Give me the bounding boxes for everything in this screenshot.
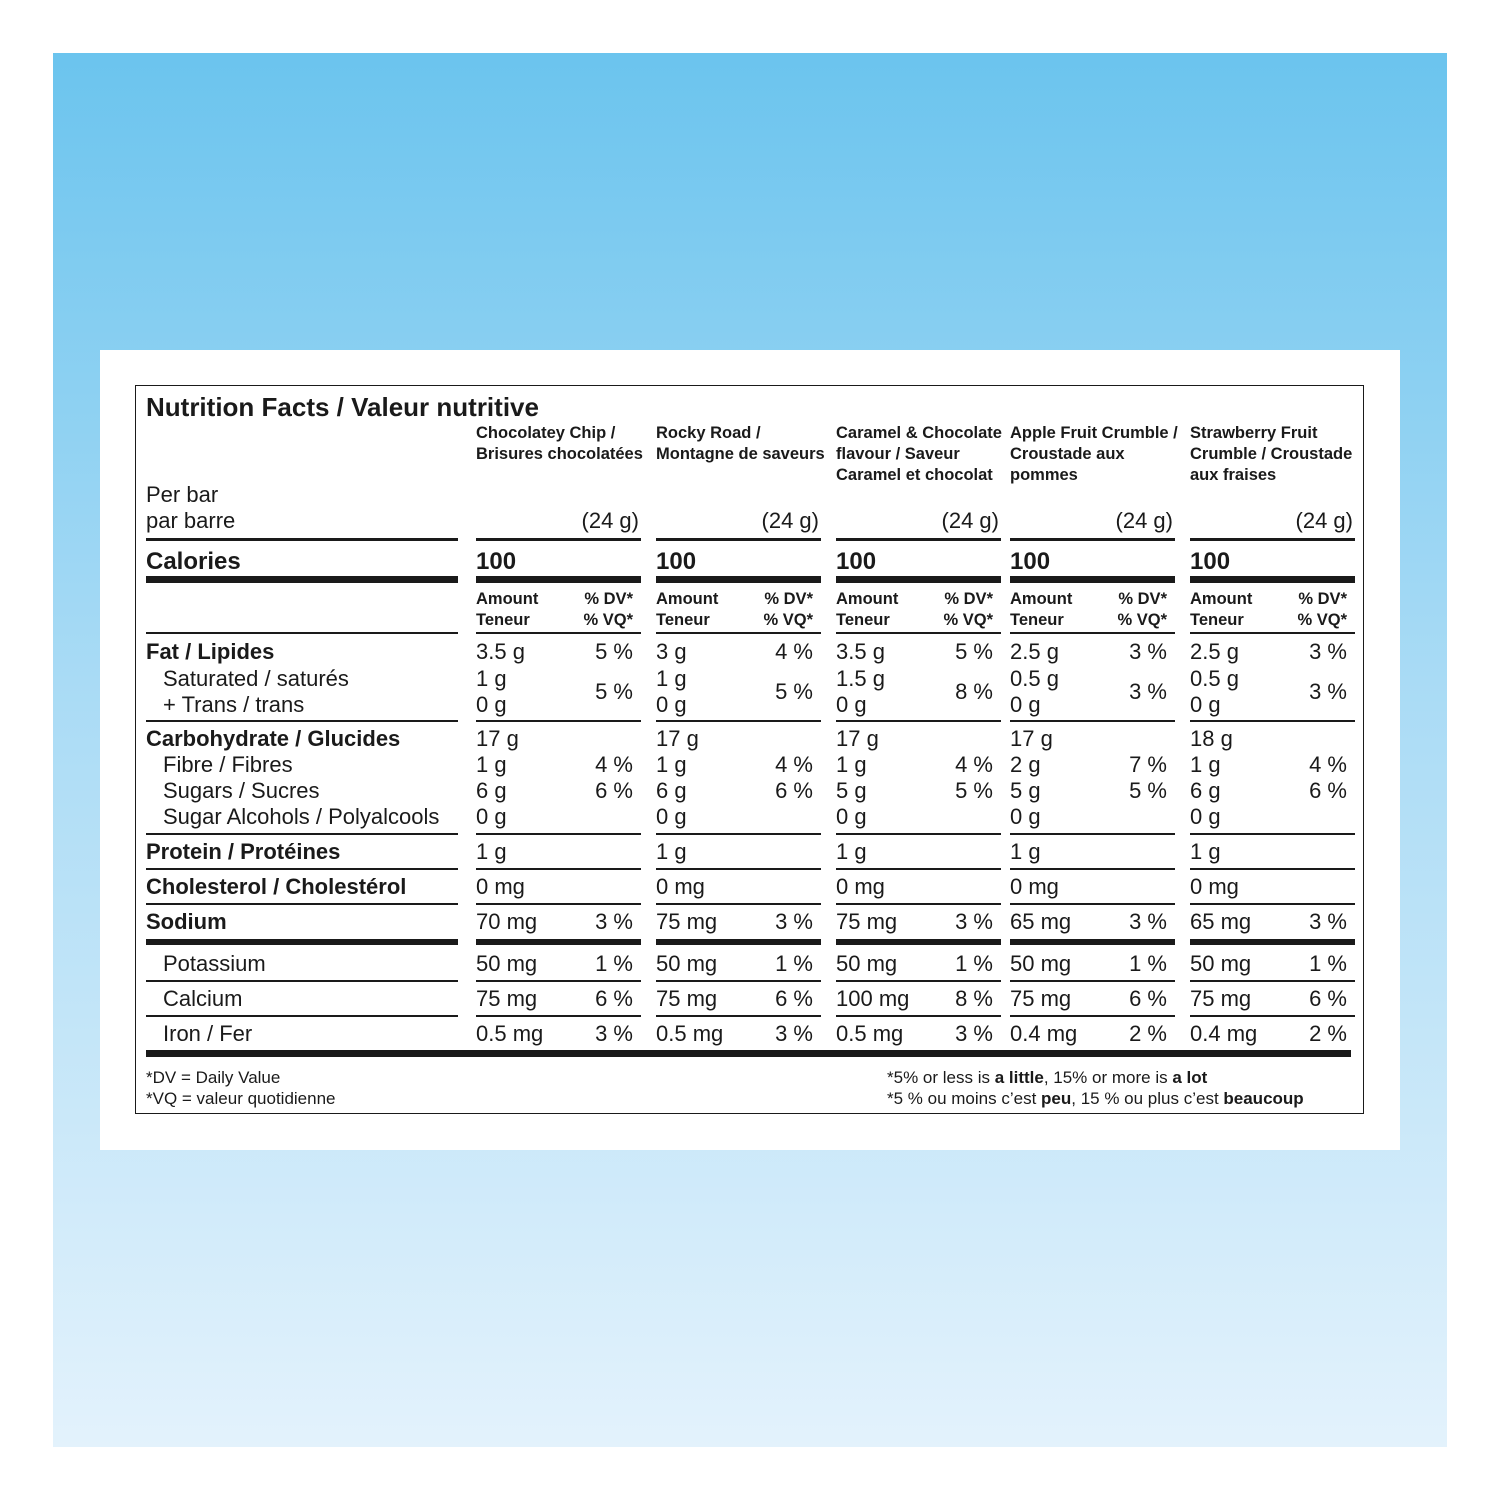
variety-5-sodium-value: 65 mg	[1190, 909, 1252, 934]
rule-under-calcium-label	[146, 1015, 458, 1017]
variety-4-chol-value: 0 mg	[1010, 874, 1059, 899]
variety-1-iron-dv: 3 %	[595, 1021, 633, 1046]
variety-4-protein-value: 1 g	[1010, 839, 1041, 864]
variety-1-sodium-value: 70 mg	[476, 909, 538, 934]
variety-2-name: Rocky Road / Montagne de saveurs	[656, 424, 825, 463]
variety-3-sugars-dv: 5 %	[955, 778, 993, 803]
variety-5-protein-value: 1 g	[1190, 839, 1221, 864]
header-dv-line: % DV*	[1118, 590, 1167, 608]
table-title: Nutrition Facts / Valeur nutritive	[146, 392, 539, 422]
variety-3-fat-value: 3.5 g	[836, 639, 885, 664]
variety-5-name: Strawberry Fruit Crumble / Croustade aux fraises	[1190, 424, 1353, 484]
variety-5-sodium-dv: 3 %	[1309, 909, 1347, 934]
variety-4-potassium-value: 50 mg	[1010, 951, 1072, 976]
variety-1-trans-value: 0 g	[476, 692, 507, 717]
header-dv-line: % DV*	[944, 590, 993, 608]
rule-under-potassium-col3	[836, 980, 1001, 982]
header-dv-line: % DV*	[764, 590, 813, 608]
variety-4-trans-value: 0 g	[1010, 692, 1041, 717]
rule-under-fat-group-col5	[1190, 720, 1355, 722]
variety-1-fat-value: 3.5 g	[476, 639, 525, 664]
variety-2-calcium-dv: 6 %	[775, 986, 813, 1011]
variety-1-fat-dv: 5 %	[595, 639, 633, 664]
row-label-potassium: Potassium	[163, 951, 266, 976]
per-bar-label	[146, 482, 235, 534]
rule-under-fat-group-col4	[1010, 720, 1175, 722]
variety-3-calcium-value: 100 mg	[836, 986, 910, 1011]
header-amount-line: Teneur	[836, 611, 890, 629]
row-label-sugaralc: Sugar Alcohols / Polyalcools	[163, 804, 440, 829]
variety-2-carb-value: 17 g	[656, 726, 699, 751]
variety-5-trans-value: 0 g	[1190, 692, 1221, 717]
header-dv-line: % VQ*	[1117, 611, 1167, 629]
rule-under-protein-col2	[656, 868, 821, 870]
variety-3-sodium-dv: 3 %	[955, 909, 993, 934]
header-amount-line: Amount	[836, 590, 899, 608]
header-dv-line: % DV*	[1298, 590, 1347, 608]
variety-1-sugars-value: 6 g	[476, 778, 507, 803]
variety-5-sugars-dv: 6 %	[1309, 778, 1347, 803]
header-dv-line: % VQ*	[583, 611, 633, 629]
rule-under-cholesterol-col1	[476, 903, 641, 905]
variety-5-fibre-dv: 4 %	[1309, 752, 1347, 777]
rule-under-calories-col2	[656, 576, 821, 583]
variety-4-sugaralc-value: 0 g	[1010, 804, 1041, 829]
rule-under-potassium-col5	[1190, 980, 1355, 982]
header-dv-line: % VQ*	[763, 611, 813, 629]
variety-2-serving: (24 g)	[761, 508, 819, 533]
rule-under-header-col4	[1010, 632, 1175, 634]
variety-5-fat-dv: 3 %	[1309, 639, 1347, 664]
header-amount-line: Amount	[656, 590, 719, 608]
rule-under-carb-group-col5	[1190, 833, 1355, 835]
variety-1-potassium-value: 50 mg	[476, 951, 538, 976]
variety-5-sugars-value: 6 g	[1190, 778, 1221, 803]
variety-3-fat-dv: 5 %	[955, 639, 993, 664]
rule-under-fat-group-label	[146, 720, 458, 722]
variety-1-sugars-dv: 6 %	[595, 778, 633, 803]
header-amount-line: Teneur	[1010, 611, 1064, 629]
variety-4-fat-dv: 3 %	[1129, 639, 1167, 664]
rule-under-carb-group-col2	[656, 833, 821, 835]
variety-4-carb-value: 17 g	[1010, 726, 1053, 751]
rule-under-calcium-col3	[836, 1015, 1001, 1017]
variety-4-header-amount	[1010, 589, 1072, 631]
variety-2-fibre-value: 1 g	[656, 752, 687, 777]
header-dv-line: % VQ*	[943, 611, 993, 629]
variety-2-header-amount	[656, 589, 718, 631]
variety-4-calcium-dv: 6 %	[1129, 986, 1167, 1011]
rule-under-protein-col3	[836, 868, 1001, 870]
variety-4-potassium-dv: 1 %	[1129, 951, 1167, 976]
row-label-sodium: Sodium	[146, 909, 227, 934]
variety-3-header-dv	[913, 589, 993, 631]
variety-1-calcium-dv: 6 %	[595, 986, 633, 1011]
variety-2-fat-dv: 4 %	[775, 639, 813, 664]
rule-under-calcium-col1	[476, 1015, 641, 1017]
variety-2-sugars-value: 6 g	[656, 778, 687, 803]
variety-2-sodium-value: 75 mg	[656, 909, 718, 934]
rule-under-sodium-col2	[656, 939, 821, 945]
rule-under-cholesterol-col2	[656, 903, 821, 905]
rule-under-serving-col3	[836, 538, 1001, 541]
variety-3-fibre-value: 1 g	[836, 752, 867, 777]
variety-3-name: Caramel & Chocolate flavour / Saveur Caramel et chocolat	[836, 424, 1002, 484]
row-label-chol: Cholesterol / Cholestérol	[146, 874, 407, 899]
variety-2-sugaralc-value: 0 g	[656, 804, 687, 829]
per-bar-fr: par barre	[146, 508, 236, 533]
variety-3-iron-dv: 3 %	[955, 1021, 993, 1046]
row-label-protein: Protein / Protéines	[146, 839, 341, 864]
variety-3-chol-value: 0 mg	[836, 874, 885, 899]
variety-3-calcium-dv: 8 %	[955, 986, 993, 1011]
rule-under-cholesterol-col5	[1190, 903, 1355, 905]
variety-2-iron-value: 0.5 mg	[656, 1021, 724, 1046]
rule-under-calcium-col5	[1190, 1015, 1355, 1017]
variety-3-potassium-dv: 1 %	[955, 951, 993, 976]
rule-under-cholesterol-col3	[836, 903, 1001, 905]
footnote-en: *5% or less is a little, 15% or more is a lot	[887, 1068, 1208, 1087]
variety-1-carb-value: 17 g	[476, 726, 519, 751]
rule-under-serving-col5	[1190, 538, 1355, 541]
rule-under-protein-col5	[1190, 868, 1355, 870]
rule-under-potassium-col1	[476, 980, 641, 982]
variety-5-serving: (24 g)	[1295, 508, 1353, 533]
variety-5-fat-value: 2.5 g	[1190, 639, 1239, 664]
variety-2-iron-dv: 3 %	[775, 1021, 813, 1046]
rule-under-carb-group-col1	[476, 833, 641, 835]
rule-under-calories-label	[146, 576, 458, 583]
variety-3-sugaralc-value: 0 g	[836, 804, 867, 829]
variety-1-header-amount	[476, 589, 538, 631]
row-label-carb: Carbohydrate / Glucides	[146, 726, 401, 751]
variety-3-potassium-value: 50 mg	[836, 951, 898, 976]
rule-under-potassium-label	[146, 980, 458, 982]
header-amount-line: Teneur	[476, 611, 530, 629]
variety-3-sodium-value: 75 mg	[836, 909, 898, 934]
calories-label: Calories	[146, 548, 241, 575]
variety-4-fat-value: 2.5 g	[1010, 639, 1059, 664]
rule-under-fat-group-col3	[836, 720, 1001, 722]
variety-4-sat-value: 0.5 g	[1010, 666, 1059, 691]
rule-under-protein-col1	[476, 868, 641, 870]
variety-5-calcium-dv: 6 %	[1309, 986, 1347, 1011]
rule-under-sodium-label	[146, 939, 458, 945]
rule-under-calories-col5	[1190, 576, 1355, 583]
rule-under-sodium-col3	[836, 939, 1001, 945]
variety-3-calories: 100	[836, 548, 877, 575]
variety-2-potassium-dv: 1 %	[775, 951, 813, 976]
footnote-dv: *DV = Daily Value	[146, 1068, 281, 1087]
rule-under-protein-col4	[1010, 868, 1175, 870]
variety-2-sat-trans-dv: 5 %	[775, 679, 813, 704]
per-bar-en: Per bar	[146, 482, 219, 507]
rule-under-sodium-col1	[476, 939, 641, 945]
variety-1-protein-value: 1 g	[476, 839, 507, 864]
variety-5-calcium-value: 75 mg	[1190, 986, 1252, 1011]
variety-2-potassium-value: 50 mg	[656, 951, 718, 976]
row-label-fat: Fat / Lipides	[146, 639, 275, 664]
variety-3-fibre-dv: 4 %	[955, 752, 993, 777]
variety-3-sat-trans-dv: 8 %	[955, 679, 993, 704]
rule-bottom-thick	[146, 1050, 1351, 1057]
variety-4-sodium-value: 65 mg	[1010, 909, 1072, 934]
rule-under-header-col3	[836, 632, 1001, 634]
variety-4-calcium-value: 75 mg	[1010, 986, 1072, 1011]
rule-under-header-col5	[1190, 632, 1355, 634]
row-label-calcium: Calcium	[163, 986, 243, 1011]
variety-1-fibre-value: 1 g	[476, 752, 507, 777]
variety-2-sodium-dv: 3 %	[775, 909, 813, 934]
variety-4-serving: (24 g)	[1115, 508, 1173, 533]
row-label-sugars: Sugars / Sucres	[163, 778, 320, 803]
variety-5-header-amount	[1190, 589, 1252, 631]
row-label-trans: + Trans / trans	[163, 692, 305, 717]
variety-3-serving: (24 g)	[941, 508, 999, 533]
variety-1-sat-trans-dv: 5 %	[595, 679, 633, 704]
header-dv-line: % DV*	[584, 590, 633, 608]
variety-4-iron-dv: 2 %	[1129, 1021, 1167, 1046]
variety-5-potassium-dv: 1 %	[1309, 951, 1347, 976]
variety-3-iron-value: 0.5 mg	[836, 1021, 904, 1046]
variety-2-calories: 100	[656, 548, 697, 575]
rule-under-fat-group-col2	[656, 720, 821, 722]
header-dv-line: % VQ*	[1297, 611, 1347, 629]
variety-1-potassium-dv: 1 %	[595, 951, 633, 976]
variety-1-sodium-dv: 3 %	[595, 909, 633, 934]
row-label-sat: Saturated / saturés	[163, 666, 349, 691]
rule-under-header-col1	[476, 632, 641, 634]
variety-5-sat-trans-dv: 3 %	[1309, 679, 1347, 704]
variety-4-sat-trans-dv: 3 %	[1129, 679, 1167, 704]
variety-5-fibre-value: 1 g	[1190, 752, 1221, 777]
variety-1-name: Chocolatey Chip / Brisures chocolatées	[476, 424, 643, 463]
variety-1-header-dv	[553, 589, 633, 631]
nutrition-facts-table	[135, 385, 1364, 1114]
footnote-left	[146, 1067, 336, 1109]
rule-under-potassium-col4	[1010, 980, 1175, 982]
header-amount-line: Teneur	[1190, 611, 1244, 629]
variety-1-calcium-value: 75 mg	[476, 986, 538, 1011]
variety-1-serving: (24 g)	[581, 508, 639, 533]
rule-under-cholesterol-label	[146, 903, 458, 905]
variety-3-header-amount	[836, 589, 898, 631]
variety-1-calories: 100	[476, 548, 517, 575]
variety-5-potassium-value: 50 mg	[1190, 951, 1252, 976]
footnote-right	[887, 1067, 1304, 1109]
variety-3-trans-value: 0 g	[836, 692, 867, 717]
rule-under-cholesterol-col4	[1010, 903, 1175, 905]
rule-under-calories-col4	[1010, 576, 1175, 583]
rule-under-carb-group-label	[146, 833, 458, 835]
variety-3-carb-value: 17 g	[836, 726, 879, 751]
variety-1-chol-value: 0 mg	[476, 874, 525, 899]
rule-under-serving-col1	[476, 538, 641, 541]
rule-under-protein-label	[146, 868, 458, 870]
variety-5-iron-value: 0.4 mg	[1190, 1021, 1258, 1046]
variety-5-chol-value: 0 mg	[1190, 874, 1239, 899]
variety-5-sat-value: 0.5 g	[1190, 666, 1239, 691]
variety-5-header-dv	[1267, 589, 1347, 631]
rule-under-header-col2	[656, 632, 821, 634]
variety-2-protein-value: 1 g	[656, 839, 687, 864]
rule-under-serving-col4	[1010, 538, 1175, 541]
rule-under-sodium-col5	[1190, 939, 1355, 945]
header-amount-line: Amount	[476, 590, 539, 608]
variety-2-header-dv	[733, 589, 813, 631]
rule-under-fat-group-col1	[476, 720, 641, 722]
variety-1-fibre-dv: 4 %	[595, 752, 633, 777]
variety-5-calories: 100	[1190, 548, 1231, 575]
variety-2-calcium-value: 75 mg	[656, 986, 718, 1011]
variety-4-iron-value: 0.4 mg	[1010, 1021, 1078, 1046]
rule-under-sodium-col4	[1010, 939, 1175, 945]
footnote-vq: *VQ = valeur quotidienne	[146, 1089, 336, 1108]
rule-under-serving-col2	[656, 538, 821, 541]
variety-4-calories: 100	[1010, 548, 1051, 575]
variety-3-protein-value: 1 g	[836, 839, 867, 864]
rule-under-serving-label	[146, 538, 458, 541]
row-label-fibre: Fibre / Fibres	[163, 752, 293, 777]
header-amount-line: Teneur	[656, 611, 710, 629]
rule-under-header-label	[146, 632, 458, 634]
variety-2-fat-value: 3 g	[656, 639, 687, 664]
variety-5-iron-dv: 2 %	[1309, 1021, 1347, 1046]
rule-under-calcium-col4	[1010, 1015, 1175, 1017]
rule-under-calories-col1	[476, 576, 641, 583]
rule-under-potassium-col2	[656, 980, 821, 982]
variety-4-sodium-dv: 3 %	[1129, 909, 1167, 934]
variety-5-sugaralc-value: 0 g	[1190, 804, 1221, 829]
variety-4-sugars-value: 5 g	[1010, 778, 1041, 803]
variety-2-fibre-dv: 4 %	[775, 752, 813, 777]
variety-2-sat-value: 1 g	[656, 666, 687, 691]
rule-under-carb-group-col4	[1010, 833, 1175, 835]
header-amount-line: Amount	[1010, 590, 1073, 608]
variety-4-header-dv	[1087, 589, 1167, 631]
footnote-fr: *5 % ou moins c’est peu, 15 % ou plus c’est beaucoup	[887, 1089, 1304, 1108]
variety-4-fibre-dv: 7 %	[1129, 752, 1167, 777]
variety-3-sat-value: 1.5 g	[836, 666, 885, 691]
variety-4-sugars-dv: 5 %	[1129, 778, 1167, 803]
variety-5-carb-value: 18 g	[1190, 726, 1233, 751]
variety-1-iron-value: 0.5 mg	[476, 1021, 544, 1046]
variety-3-sugars-value: 5 g	[836, 778, 867, 803]
header-amount-line: Amount	[1190, 590, 1253, 608]
variety-1-sat-value: 1 g	[476, 666, 507, 691]
variety-2-trans-value: 0 g	[656, 692, 687, 717]
variety-2-sugars-dv: 6 %	[775, 778, 813, 803]
variety-4-name: Apple Fruit Crumble / Croustade aux pommes	[1010, 424, 1178, 484]
variety-2-chol-value: 0 mg	[656, 874, 705, 899]
rule-under-calories-col3	[836, 576, 1001, 583]
rule-under-carb-group-col3	[836, 833, 1001, 835]
rule-under-calcium-col2	[656, 1015, 821, 1017]
variety-4-fibre-value: 2 g	[1010, 752, 1041, 777]
variety-1-sugaralc-value: 0 g	[476, 804, 507, 829]
row-label-iron: Iron / Fer	[163, 1021, 253, 1046]
